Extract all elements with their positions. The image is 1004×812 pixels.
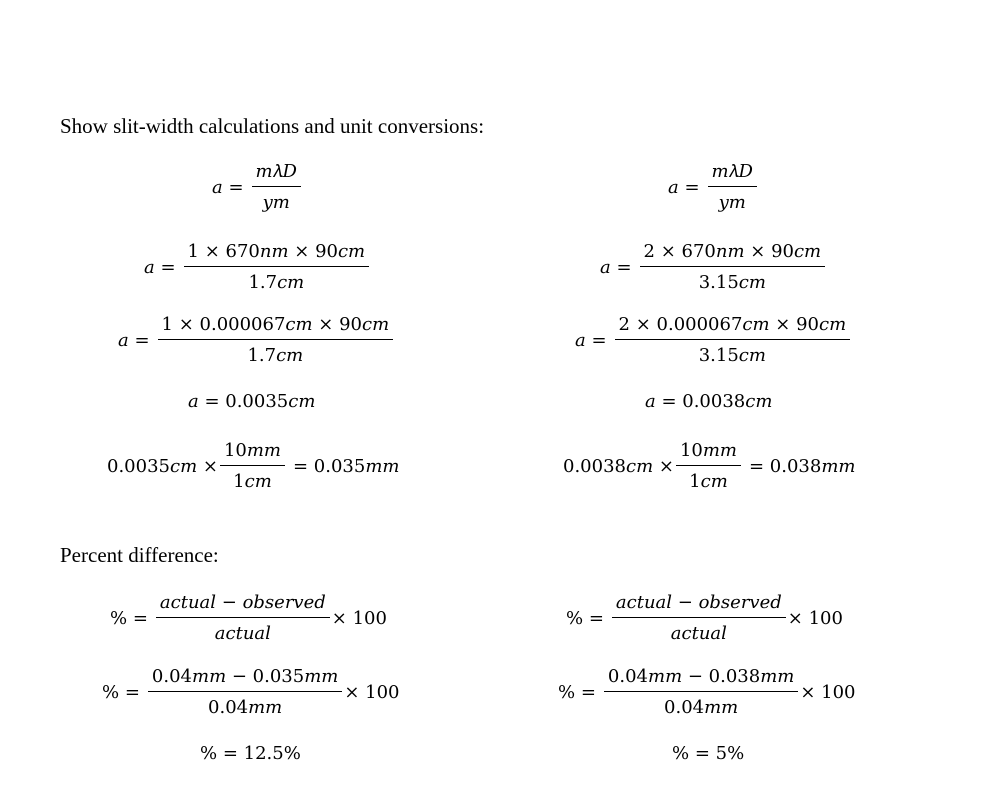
left-substitution-cm [118,316,395,365]
numerator: 1 × 0.000067𝑐𝑚 × 90𝑐𝑚 [161,314,390,335]
denominator: 1.7𝑐𝑚 [158,339,394,365]
fraction [148,668,342,717]
equation-lhs: 𝑎 = [212,176,244,198]
numerator: 2 × 670𝑛𝑚 × 90𝑐𝑚 [643,241,822,262]
right-unit-conversion [563,442,855,491]
result-text: % = 5% [672,743,745,764]
denominator: 𝑎𝑐𝑡𝑢𝑎𝑙 [156,617,330,643]
equation-lhs: % = [566,607,604,629]
right-percent-substitution [558,668,856,717]
equation-lhs: % = [558,681,596,703]
result-text: 𝑎 = 0.0035𝑐𝑚 [188,391,316,412]
denominator: 𝑦𝑚 [708,186,757,212]
denominator: 1𝑐𝑚 [676,465,741,491]
right-percent-result [672,745,744,763]
right-percent-formula [566,594,843,643]
denominator: 1.7𝑐𝑚 [184,266,370,292]
equation-lhs: 0.0035𝑐𝑚 × [107,455,218,477]
fraction [708,163,757,212]
left-percent-formula [110,594,387,643]
left-unit-conversion [107,442,399,491]
denominator: 0.04𝑚𝑚 [604,691,798,717]
numerator: 0.04𝑚𝑚 − 0.035𝑚𝑚 [151,666,339,687]
left-substitution-nm [144,243,371,292]
fraction [156,594,330,643]
numerator: 1 × 670𝑛𝑚 × 90𝑐𝑚 [187,241,366,262]
numerator: 𝑎𝑐𝑡𝑢𝑎𝑙 − 𝑜𝑏𝑠𝑒𝑟𝑣𝑒𝑑 [159,592,326,613]
fraction [612,594,786,643]
equation-lhs: 𝑎 = [668,176,700,198]
fraction [220,442,285,491]
left-slit-formula [212,163,303,212]
equation-lhs: 𝑎 = [575,329,607,351]
equation-rhs: × 100 [331,607,387,629]
denominator: 1𝑐𝑚 [220,465,285,491]
denominator: 3.15𝑐𝑚 [640,266,826,292]
numerator: 𝑚𝜆𝐷 [255,161,297,182]
percent-difference-heading: Percent difference: [60,543,219,567]
equation-lhs: 𝑎 = [144,256,176,278]
numerator: 10𝑚𝑚 [223,440,281,461]
fraction [604,668,798,717]
equation-lhs: 0.0038𝑐𝑚 × [563,455,674,477]
fraction [615,316,851,365]
fraction [676,442,741,491]
result-text: % = 12.5% [200,743,301,764]
left-slit-width-result [188,393,315,411]
denominator: 𝑎𝑐𝑡𝑢𝑎𝑙 [612,617,786,643]
fraction [252,163,301,212]
numerator: 𝑎𝑐𝑡𝑢𝑎𝑙 − 𝑜𝑏𝑠𝑒𝑟𝑣𝑒𝑑 [615,592,782,613]
equation-lhs: 𝑎 = [118,329,150,351]
right-substitution-nm [600,243,827,292]
numerator: 10𝑚𝑚 [679,440,737,461]
right-slit-width-result [645,393,772,411]
equation-lhs: 𝑎 = [600,256,632,278]
denominator: 𝑦𝑚 [252,186,301,212]
fraction [158,316,394,365]
numerator: 2 × 0.000067𝑐𝑚 × 90𝑐𝑚 [618,314,847,335]
equation-lhs: % = [102,681,140,703]
fraction [184,243,370,292]
result-text: 𝑎 = 0.0038𝑐𝑚 [645,391,773,412]
equation-rhs: × 100 [787,607,843,629]
equation-rhs: × 100 [800,681,856,703]
denominator: 3.15𝑐𝑚 [615,339,851,365]
equation-rhs: = 0.035𝑚𝑚 [292,455,400,477]
left-percent-substitution [102,668,400,717]
left-percent-result [200,745,301,763]
numerator: 𝑚𝜆𝐷 [711,161,753,182]
right-slit-formula [668,163,759,212]
equation-rhs: = 0.038𝑚𝑚 [748,455,856,477]
right-substitution-cm [575,316,852,365]
slit-width-heading: Show slit-width calculations and unit conversions: [60,114,485,138]
numerator: 0.04𝑚𝑚 − 0.038𝑚𝑚 [607,666,795,687]
equation-lhs: % = [110,607,148,629]
denominator: 0.04𝑚𝑚 [148,691,342,717]
equation-rhs: × 100 [344,681,400,703]
fraction [640,243,826,292]
